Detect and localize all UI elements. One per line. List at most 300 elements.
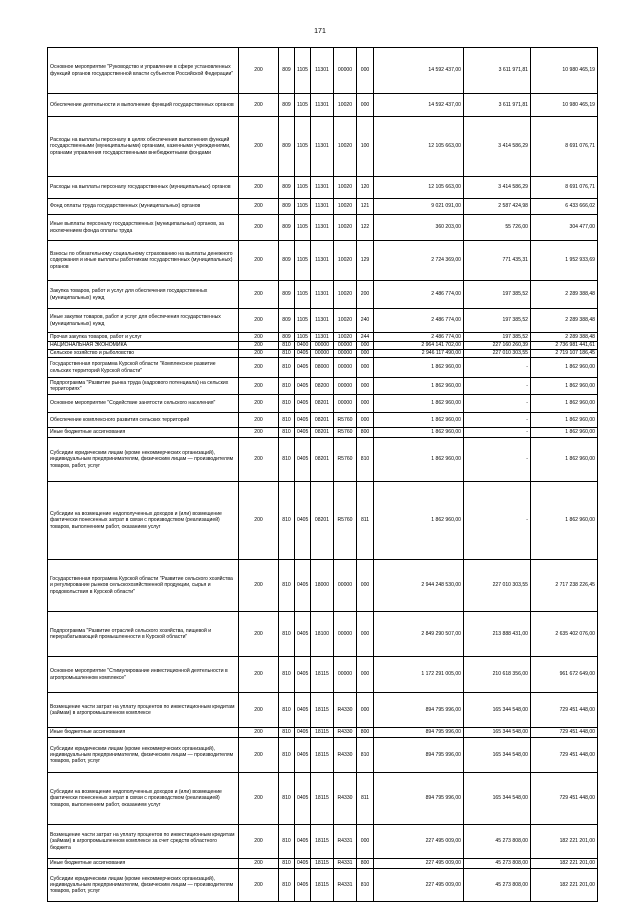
executed-amount: 3 414 586,29 (464, 177, 531, 199)
direction-code: 00000 (334, 612, 357, 657)
expense-type-code: 800 (357, 728, 374, 738)
row-name: Подпрограмма "Развитие рынка труда (кадрового потенциала) на сельских территориях" (48, 378, 239, 395)
admin-code: 200 (239, 395, 279, 413)
code: 810 (279, 612, 295, 657)
admin-code: 200 (239, 358, 279, 378)
executed-amount: 165 344 548,00 (464, 728, 531, 738)
direction-code: 10020 (334, 199, 357, 215)
table-row (48, 728, 598, 738)
code: 810 (279, 693, 295, 728)
section-code: 0405 (295, 869, 311, 902)
admin-code: 200 (239, 482, 279, 560)
direction-code: 10020 (334, 215, 357, 241)
plan-amount: 9 021 091,00 (374, 199, 464, 215)
table-row (48, 358, 598, 378)
direction-code: R4331 (334, 859, 357, 869)
row-name: Возмещение части затрат на уплату процентов по инвестиционным кредитам (займам) в агропромышленном комплексе за счет средств областного бюджета (48, 825, 239, 859)
admin-code: 200 (239, 342, 279, 350)
code: 809 (279, 48, 295, 94)
expense-type-code: 000 (357, 560, 374, 612)
row-name: Субсидии юридическим лицам (кроме некоммерческих организаций), индивидуальным предпринимателям, физическим лицам — производителям товаров, работ, услуг (48, 438, 239, 482)
code: 809 (279, 241, 295, 281)
code: 810 (279, 395, 295, 413)
table-body (48, 48, 598, 902)
remainder-amount: 1 862 960,00 (531, 438, 598, 482)
direction-code: R4330 (334, 738, 357, 773)
expense-type-code: 800 (357, 428, 374, 438)
remainder-amount: 2 635 402 076,00 (531, 612, 598, 657)
expense-type-code: 000 (357, 48, 374, 94)
table-row (48, 773, 598, 825)
expense-type-code: 810 (357, 438, 374, 482)
direction-code: R4331 (334, 825, 357, 859)
section-code: 0405 (295, 378, 311, 395)
admin-code: 200 (239, 612, 279, 657)
program-code: 08201 (311, 428, 334, 438)
admin-code: 200 (239, 333, 279, 342)
row-name: Основное мероприятие "Содействие занятости сельского населения" (48, 395, 239, 413)
executed-amount: 3 611 971,81 (464, 94, 531, 117)
table-row (48, 350, 598, 358)
executed-amount: - (464, 413, 531, 428)
code: 810 (279, 859, 295, 869)
expense-type-code: 200 (357, 281, 374, 309)
remainder-amount: 1 862 960,00 (531, 358, 598, 378)
row-name: Субсидии на возмещение недополученных доходов и (или) возмещение фактически понесенных затрат в связи с производством (реализацией) товаров, выполнением работ, оказанием услуг (48, 482, 239, 560)
table-row (48, 612, 598, 657)
direction-code: 00000 (334, 378, 357, 395)
section-code: 0405 (295, 693, 311, 728)
row-name: Основное мероприятие "Руководство и управление в сфере установленных функций органов государственной власти субъектов Российской Федерации" (48, 48, 239, 94)
plan-amount: 360 203,00 (374, 215, 464, 241)
plan-amount: 1 862 960,00 (374, 428, 464, 438)
code: 809 (279, 281, 295, 309)
executed-amount: - (464, 358, 531, 378)
executed-amount: 165 344 548,00 (464, 773, 531, 825)
remainder-amount: 1 862 960,00 (531, 378, 598, 395)
table-row (48, 859, 598, 869)
section-code: 1105 (295, 333, 311, 342)
row-name: Сельское хозяйство и рыболовство (48, 350, 239, 358)
plan-amount: 227 495 009,00 (374, 869, 464, 902)
table-row (48, 309, 598, 333)
program-code: 08201 (311, 395, 334, 413)
row-name: Возмещение части затрат на уплату процентов по инвестиционным кредитам (займам) в агропромышленном комплексе (48, 693, 239, 728)
plan-amount: 1 172 291 005,00 (374, 657, 464, 693)
remainder-amount: 729 451 448,00 (531, 728, 598, 738)
row-name: НАЦИОНАЛЬНАЯ ЭКОНОМИКА (48, 342, 239, 350)
remainder-amount: 8 691 076,71 (531, 117, 598, 177)
program-code: 11301 (311, 199, 334, 215)
section-code: 0405 (295, 438, 311, 482)
admin-code: 200 (239, 177, 279, 199)
plan-amount: 1 862 960,00 (374, 438, 464, 482)
expense-type-code: 000 (357, 358, 374, 378)
table-row (48, 333, 598, 342)
code: 809 (279, 117, 295, 177)
section-code: 0405 (295, 859, 311, 869)
section-code: 0405 (295, 825, 311, 859)
direction-code: 00000 (334, 342, 357, 350)
expense-type-code: 122 (357, 215, 374, 241)
direction-code: 10020 (334, 333, 357, 342)
table-row (48, 215, 598, 241)
direction-code: R5760 (334, 413, 357, 428)
remainder-amount: 1 862 960,00 (531, 395, 598, 413)
expense-type-code: 129 (357, 241, 374, 281)
section-code: 1105 (295, 241, 311, 281)
executed-amount: 3 414 586,29 (464, 117, 531, 177)
admin-code: 200 (239, 281, 279, 309)
table-row (48, 413, 598, 428)
remainder-amount: 8 691 076,71 (531, 177, 598, 199)
program-code: 18000 (311, 560, 334, 612)
expense-type-code: 000 (357, 395, 374, 413)
plan-amount: 14 592 437,00 (374, 94, 464, 117)
expense-type-code: 000 (357, 657, 374, 693)
direction-code: R5760 (334, 438, 357, 482)
program-code: 18115 (311, 693, 334, 728)
expense-type-code: 811 (357, 773, 374, 825)
remainder-amount: 6 433 666,02 (531, 199, 598, 215)
expense-type-code: 000 (357, 825, 374, 859)
code: 810 (279, 350, 295, 358)
executed-amount: - (464, 395, 531, 413)
row-name: Субсидии юридическим лицам (кроме некоммерческих организаций), индивидуальным предпринимателям, физическим лицам — производителям товаров, работ, услуг (48, 869, 239, 902)
section-code: 0405 (295, 560, 311, 612)
plan-amount: 12 105 663,00 (374, 117, 464, 177)
table-row (48, 342, 598, 350)
program-code: 08201 (311, 413, 334, 428)
direction-code: 00000 (334, 560, 357, 612)
remainder-amount: 182 221 201,00 (531, 859, 598, 869)
expense-type-code: 120 (357, 177, 374, 199)
direction-code: 00000 (334, 48, 357, 94)
executed-amount: 197 385,52 (464, 281, 531, 309)
remainder-amount: 729 451 448,00 (531, 773, 598, 825)
table-row (48, 428, 598, 438)
expense-type-code: 810 (357, 738, 374, 773)
code: 809 (279, 309, 295, 333)
row-name: Субсидии на возмещение недополученных доходов и (или) возмещение фактически понесенных затрат в связи с производством (реализацией) товаров, выполнением работ, оказанием услуг (48, 773, 239, 825)
direction-code: 00000 (334, 657, 357, 693)
plan-amount: 1 862 960,00 (374, 413, 464, 428)
code: 810 (279, 869, 295, 902)
admin-code: 200 (239, 378, 279, 395)
admin-code: 200 (239, 869, 279, 902)
plan-amount: 894 795 996,00 (374, 773, 464, 825)
admin-code: 200 (239, 859, 279, 869)
program-code: 11301 (311, 333, 334, 342)
admin-code: 200 (239, 825, 279, 859)
code: 810 (279, 342, 295, 350)
direction-code: R5760 (334, 428, 357, 438)
program-code: 11301 (311, 48, 334, 94)
table-row (48, 177, 598, 199)
remainder-amount: 2 289 388,48 (531, 281, 598, 309)
program-code: 18115 (311, 869, 334, 902)
direction-code: 10020 (334, 241, 357, 281)
row-name: Фонд оплаты труда государственных (муниципальных) органов (48, 199, 239, 215)
executed-amount: 210 618 356,00 (464, 657, 531, 693)
section-code: 0405 (295, 350, 311, 358)
direction-code: R4331 (334, 869, 357, 902)
admin-code: 200 (239, 773, 279, 825)
row-name: Иные бюджетные ассигнования (48, 728, 239, 738)
plan-amount: 1 862 960,00 (374, 378, 464, 395)
admin-code: 200 (239, 350, 279, 358)
direction-code: 00000 (334, 395, 357, 413)
executed-amount: - (464, 482, 531, 560)
executed-amount: 197 385,52 (464, 333, 531, 342)
executed-amount: 227 010 303,55 (464, 350, 531, 358)
section-code: 0405 (295, 413, 311, 428)
program-code: 08200 (311, 378, 334, 395)
remainder-amount: 10 980 465,19 (531, 94, 598, 117)
row-name: Прочая закупка товаров, работ и услуг (48, 333, 239, 342)
remainder-amount: 182 221 201,00 (531, 869, 598, 902)
section-code: 1105 (295, 94, 311, 117)
remainder-amount: 304 477,00 (531, 215, 598, 241)
program-code: 11301 (311, 94, 334, 117)
row-name: Подпрограмма "Развитие отраслей сельского хозяйства, пищевой и перерабатывающей промышленности в Курской области" (48, 612, 239, 657)
table-row (48, 281, 598, 309)
plan-amount: 894 795 996,00 (374, 693, 464, 728)
code: 810 (279, 482, 295, 560)
direction-code: 00000 (334, 358, 357, 378)
row-name: Расходы на выплаты персоналу государственных (муниципальных) органов (48, 177, 239, 199)
section-code: 0405 (295, 358, 311, 378)
section-code: 0405 (295, 773, 311, 825)
admin-code: 200 (239, 413, 279, 428)
remainder-amount: 2 736 981 441,61 (531, 342, 598, 350)
section-code: 1105 (295, 117, 311, 177)
section-code: 1105 (295, 177, 311, 199)
row-name: Обеспечение комплексного развития сельских территорий (48, 413, 239, 428)
plan-amount: 2 724 369,00 (374, 241, 464, 281)
page-number: 171 (314, 28, 326, 35)
table-row (48, 693, 598, 728)
plan-amount: 227 495 009,00 (374, 825, 464, 859)
executed-amount: 3 611 971,81 (464, 48, 531, 94)
table-row (48, 869, 598, 902)
code: 809 (279, 215, 295, 241)
program-code: 11301 (311, 215, 334, 241)
admin-code: 200 (239, 693, 279, 728)
code: 810 (279, 560, 295, 612)
budget-execution-table (47, 47, 598, 902)
plan-amount: 2 964 141 702,00 (374, 342, 464, 350)
table-row (48, 438, 598, 482)
code: 810 (279, 773, 295, 825)
code: 810 (279, 728, 295, 738)
expense-type-code: 811 (357, 482, 374, 560)
code: 810 (279, 738, 295, 773)
code: 810 (279, 358, 295, 378)
remainder-amount: 1 862 960,00 (531, 482, 598, 560)
expense-type-code: 100 (357, 117, 374, 177)
program-code: 00000 (311, 350, 334, 358)
program-code: 11301 (311, 117, 334, 177)
remainder-amount: 2 719 107 186,45 (531, 350, 598, 358)
plan-amount: 227 495 009,00 (374, 859, 464, 869)
program-code: 18100 (311, 612, 334, 657)
executed-amount: 197 385,52 (464, 309, 531, 333)
expense-type-code: 000 (357, 350, 374, 358)
direction-code: 10020 (334, 94, 357, 117)
plan-amount: 2 946 117 490,00 (374, 350, 464, 358)
direction-code: 00000 (334, 350, 357, 358)
expense-type-code: 000 (357, 413, 374, 428)
executed-amount: 45 273 808,00 (464, 869, 531, 902)
program-code: 18115 (311, 773, 334, 825)
expense-type-code: 810 (357, 869, 374, 902)
admin-code: 200 (239, 199, 279, 215)
expense-type-code: 000 (357, 693, 374, 728)
expense-type-code: 121 (357, 199, 374, 215)
executed-amount: 213 888 431,00 (464, 612, 531, 657)
remainder-amount: 2 717 238 226,45 (531, 560, 598, 612)
remainder-amount: 1 862 960,00 (531, 413, 598, 428)
admin-code: 200 (239, 117, 279, 177)
table-row (48, 395, 598, 413)
program-code: 18115 (311, 825, 334, 859)
row-name: Иные бюджетные ассигнования (48, 859, 239, 869)
expense-type-code: 000 (357, 342, 374, 350)
program-code: 18115 (311, 657, 334, 693)
row-name: Основное мероприятие "Стимулирование инвестиционной деятельности в агропромышленном комплексе" (48, 657, 239, 693)
expense-type-code: 240 (357, 309, 374, 333)
plan-amount: 894 795 996,00 (374, 738, 464, 773)
remainder-amount: 729 451 448,00 (531, 693, 598, 728)
direction-code: R4330 (334, 728, 357, 738)
table-row (48, 48, 598, 94)
executed-amount: 45 273 808,00 (464, 859, 531, 869)
program-code: 08201 (311, 482, 334, 560)
expense-type-code: 000 (357, 612, 374, 657)
plan-amount: 2 486 774,00 (374, 333, 464, 342)
program-code: 11301 (311, 309, 334, 333)
plan-amount: 2 486 774,00 (374, 281, 464, 309)
program-code: 11301 (311, 177, 334, 199)
code: 809 (279, 333, 295, 342)
executed-amount: 2 587 424,98 (464, 199, 531, 215)
expense-type-code: 800 (357, 859, 374, 869)
executed-amount: 165 344 548,00 (464, 738, 531, 773)
section-code: 0405 (295, 738, 311, 773)
direction-code: 10020 (334, 281, 357, 309)
code: 810 (279, 378, 295, 395)
row-name: Закупка товаров, работ и услуг для обеспечения государственных (муниципальных) нужд (48, 281, 239, 309)
table-row (48, 378, 598, 395)
row-name: Расходы на выплаты персоналу в целях обеспечения выполнения функций государственными (муниципальными) органами, казенными учреждениями, органами управления государственными внебюджетными фондами (48, 117, 239, 177)
admin-code: 200 (239, 48, 279, 94)
executed-amount: 227 010 303,55 (464, 560, 531, 612)
table-row (48, 482, 598, 560)
section-code: 1105 (295, 281, 311, 309)
program-code: 18115 (311, 859, 334, 869)
remainder-amount: 1 862 960,00 (531, 428, 598, 438)
code: 810 (279, 413, 295, 428)
code: 810 (279, 825, 295, 859)
executed-amount: 771 435,31 (464, 241, 531, 281)
table-row (48, 94, 598, 117)
row-name: Обеспечение деятельности и выполнение функций государственных органов (48, 94, 239, 117)
table-row (48, 199, 598, 215)
section-code: 0400 (295, 342, 311, 350)
direction-code: 10020 (334, 177, 357, 199)
program-code: 18115 (311, 738, 334, 773)
admin-code: 200 (239, 241, 279, 281)
table-row (48, 825, 598, 859)
program-code: 18115 (311, 728, 334, 738)
expense-type-code: 000 (357, 94, 374, 117)
section-code: 1105 (295, 309, 311, 333)
admin-code: 200 (239, 309, 279, 333)
plan-amount: 1 862 960,00 (374, 482, 464, 560)
remainder-amount: 2 289 388,48 (531, 309, 598, 333)
code: 809 (279, 94, 295, 117)
section-code: 1105 (295, 48, 311, 94)
executed-amount: 45 273 808,00 (464, 825, 531, 859)
admin-code: 200 (239, 94, 279, 117)
direction-code: R4330 (334, 693, 357, 728)
code: 809 (279, 177, 295, 199)
direction-code: R4330 (334, 773, 357, 825)
expense-type-code: 000 (357, 378, 374, 395)
admin-code: 200 (239, 738, 279, 773)
plan-amount: 12 105 663,00 (374, 177, 464, 199)
row-name: Иные закупки товаров, работ и услуг для обеспечения государственных (муниципальных) нужд (48, 309, 239, 333)
plan-amount: 2 849 290 507,00 (374, 612, 464, 657)
admin-code: 200 (239, 428, 279, 438)
remainder-amount: 1 952 933,69 (531, 241, 598, 281)
section-code: 1105 (295, 199, 311, 215)
section-code: 0405 (295, 428, 311, 438)
section-code: 0405 (295, 612, 311, 657)
code: 810 (279, 657, 295, 693)
section-code: 0405 (295, 482, 311, 560)
table-row (48, 738, 598, 773)
admin-code: 200 (239, 560, 279, 612)
code: 809 (279, 199, 295, 215)
program-code: 11301 (311, 241, 334, 281)
program-code: 11301 (311, 281, 334, 309)
executed-amount: - (464, 428, 531, 438)
executed-amount: 165 344 548,00 (464, 693, 531, 728)
row-name: Государственная программа Курской области "Комплексное развитие сельских территорий Курской области" (48, 358, 239, 378)
table-row (48, 241, 598, 281)
program-code: 00000 (311, 342, 334, 350)
table-row (48, 657, 598, 693)
code: 810 (279, 438, 295, 482)
remainder-amount: 2 289 388,48 (531, 333, 598, 342)
executed-amount: 55 726,00 (464, 215, 531, 241)
row-name: Иные бюджетные ассигнования (48, 428, 239, 438)
section-code: 1105 (295, 215, 311, 241)
plan-amount: 1 862 960,00 (374, 395, 464, 413)
executed-amount: 227 160 260,39 (464, 342, 531, 350)
admin-code: 200 (239, 728, 279, 738)
plan-amount: 894 795 996,00 (374, 728, 464, 738)
program-code: 08201 (311, 438, 334, 482)
admin-code: 200 (239, 215, 279, 241)
expense-type-code: 244 (357, 333, 374, 342)
admin-code: 200 (239, 438, 279, 482)
remainder-amount: 10 980 465,19 (531, 48, 598, 94)
direction-code: R5760 (334, 482, 357, 560)
remainder-amount: 961 672 649,00 (531, 657, 598, 693)
